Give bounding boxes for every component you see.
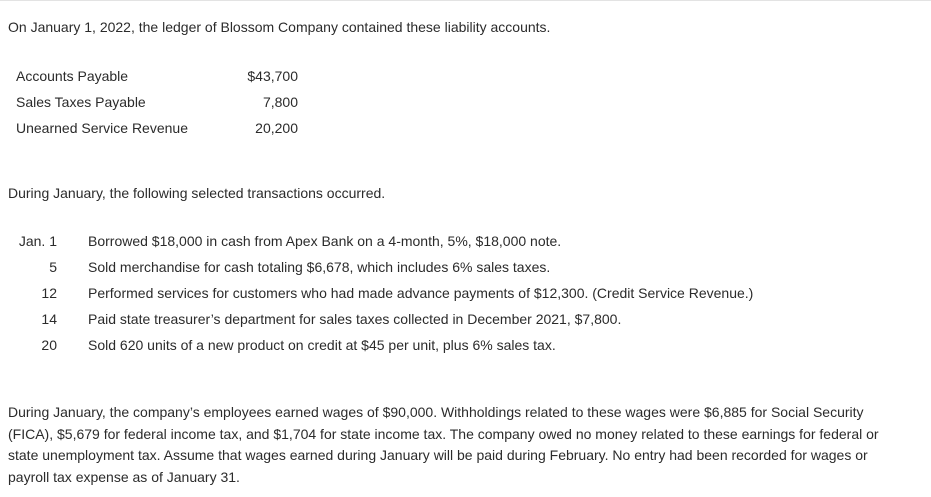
ledger-row (16, 63, 298, 89)
transaction-description: Paid state treasurer’s department for sales taxes collected in December 2021, $7,800. (88, 311, 622, 327)
intro-text: On January 1, 2022, the ledger of Blossom Company contained these liability accounts. (8, 19, 551, 35)
ledger-row (16, 89, 298, 115)
ledger-row (16, 115, 298, 141)
ledger-account: Accounts Payable (16, 68, 129, 84)
transaction-date: 5 (49, 259, 57, 275)
top-divider (0, 0, 931, 1)
transaction-row (16, 228, 753, 254)
transaction-date: 12 (41, 285, 57, 301)
transaction-row (16, 280, 753, 306)
transaction-description: Sold merchandise for cash totaling $6,678, which includes 6% sales taxes. (88, 259, 551, 275)
transaction-description: Sold 620 units of a new product on credit at $45 per unit, plus 6% sales tax. (88, 337, 556, 353)
ledger-account: Unearned Service Revenue (16, 120, 188, 136)
transaction-description: Performed services for customers who had made advance payments of $12,300. (Credit Service Revenue.) (88, 285, 754, 301)
ledger-table (16, 63, 298, 141)
transactions-heading: During January, the following selected transactions occurred. (8, 185, 386, 201)
transaction-date: 20 (41, 337, 57, 353)
ledger-amount: 20,200 (255, 120, 298, 136)
ledger-account: Sales Taxes Payable (16, 94, 146, 110)
payroll-paragraph: During January, the company’s employees earned wages of $90,000. Withholdings related to these wages were $6,885 for Social Security (FICA), $5,679 for federal income tax, and $1,704 for state income tax. The company owed no money related to these earnings for federal or state unemployment tax. Assume that wages earned during January will be paid during February. No entry had been recorded for wages or payroll tax expense as of January 31. (8, 404, 879, 485)
ledger-amount: 7,800 (262, 94, 298, 110)
transaction-row (16, 254, 753, 280)
transaction-date: Jan. 1 (18, 233, 57, 249)
transaction-row (16, 306, 753, 332)
transaction-description: Borrowed $18,000 in cash from Apex Bank on a 4-month, 5%, $18,000 note. (88, 233, 562, 249)
transactions-table (16, 228, 753, 358)
ledger-amount: $43,700 (247, 68, 298, 84)
transaction-row (16, 332, 753, 358)
transaction-date: 14 (41, 311, 57, 327)
